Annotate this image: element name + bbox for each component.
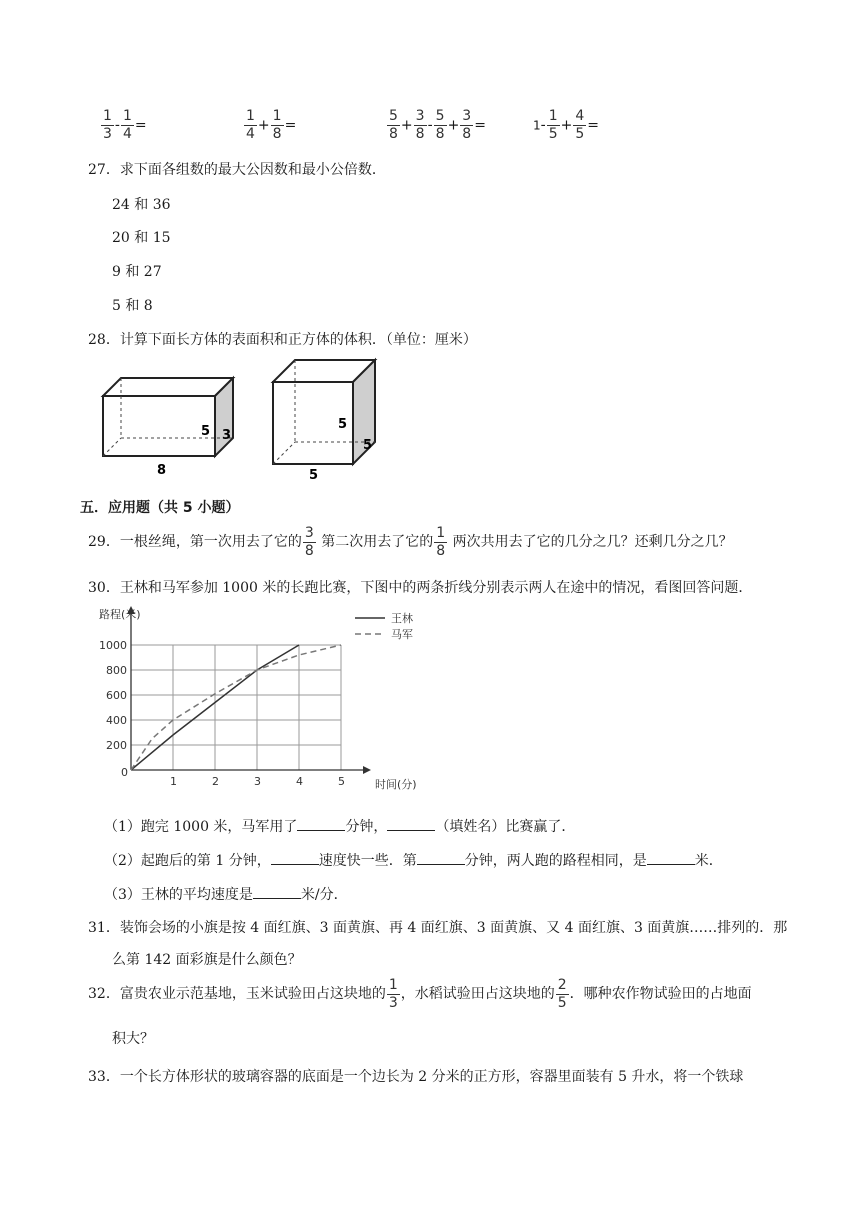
fraction	[121, 108, 134, 143]
x-axis-label: 时间(分)	[375, 778, 417, 791]
chart-axes	[127, 606, 371, 774]
numerator: 1	[122, 108, 132, 124]
q32-text: ．哪种农作物试验田的占地面	[569, 986, 752, 1002]
fraction	[387, 977, 400, 1012]
denominator: 3	[388, 994, 398, 1011]
cube-figure	[265, 352, 390, 482]
numerator: 3	[415, 108, 425, 124]
q30-sub2-text: 分钟，两人跑的路程相同，是	[464, 853, 647, 869]
numerator: 4	[575, 108, 585, 124]
distance-time-chart	[85, 604, 450, 804]
numerator: 3	[462, 108, 472, 124]
cube-front-label: 5	[309, 468, 319, 482]
operator: +	[560, 117, 573, 134]
answer-blank[interactable]	[271, 850, 319, 865]
denominator: 3	[103, 126, 112, 142]
x-tick-label: 2	[212, 775, 219, 788]
denominator: 8	[389, 126, 398, 142]
cuboid-length-label: 8	[157, 463, 167, 476]
numerator: 1	[103, 108, 112, 124]
denominator: 8	[436, 542, 446, 559]
arith-1	[100, 108, 147, 143]
numerator: 1	[388, 976, 398, 993]
q30-sub1-text: （填姓名）比赛赢了．	[435, 819, 576, 835]
numerator: 5	[389, 108, 398, 124]
q30-title: 30．王林和马军参加 1000 米的长跑比赛，下图中的两条折线分别表示两人在途中的情况，看图回答问题．	[88, 580, 753, 596]
numerator: 1	[436, 524, 446, 541]
answer-blank[interactable]	[417, 850, 465, 865]
answer-blank[interactable]	[647, 850, 695, 865]
q30-sub3-text: （3）王林的平均速度是	[104, 887, 253, 903]
q27-item: 5 和 8	[112, 298, 153, 314]
operator: -	[540, 117, 546, 134]
fraction	[414, 108, 427, 143]
hidden-edge	[103, 438, 121, 456]
q29-text: 29．一根丝绳，第一次用去了它的	[88, 534, 302, 550]
equals-sign: =	[587, 117, 600, 134]
q30-sub2-text: 米．	[694, 853, 723, 869]
numerator: 1	[272, 108, 282, 124]
whole-number: 1	[533, 118, 541, 133]
q30-sub3-text: 米/分．	[300, 887, 348, 903]
q32-line2: 积大？	[112, 1031, 154, 1047]
q29-text: 第二次用去了它的	[321, 534, 434, 550]
q32-text: ，水稻试验田占这块地的	[400, 986, 555, 1002]
numerator: 5	[435, 108, 445, 124]
q30-sub1	[104, 816, 575, 837]
fraction	[556, 977, 569, 1012]
y-tick-label: 800	[106, 664, 127, 677]
q30-sub2	[104, 850, 723, 871]
y-axis-label: 路程(米)	[99, 608, 141, 621]
cuboid-height-label: 5	[201, 424, 211, 439]
origin-label: 0	[121, 766, 128, 779]
denominator: 8	[435, 126, 445, 142]
denominator: 4	[246, 126, 255, 142]
fraction	[387, 108, 400, 143]
equals-sign: =	[474, 117, 486, 134]
arith-4	[533, 108, 599, 143]
cuboid-top-face	[103, 378, 233, 396]
y-tick-label: 1000	[99, 639, 127, 652]
equals-sign: =	[284, 117, 297, 134]
cuboid-front-face	[103, 396, 215, 456]
q27-item: 9 和 27	[112, 264, 162, 280]
arith-3	[386, 108, 486, 143]
legend-label: 王林	[391, 612, 413, 625]
cuboid-side-face	[215, 378, 233, 456]
q30-sub2-text: （2）起跑后的第 1 分钟，	[104, 853, 271, 869]
x-tick-label: 3	[254, 775, 261, 788]
q30-sub1-text: （1）跑完 1000 米，马军用了	[104, 819, 298, 835]
y-tick-label: 200	[106, 739, 127, 752]
q31-line1: 31．装饰会场的小旗是按 4 面红旗、3 面黄旗、再 4 面红旗、3 面黄旗、又 4 面红旗、3 面黄旗……排列的．那	[88, 920, 788, 936]
equals-sign: =	[134, 117, 147, 134]
section-heading: 五．应用题（共 5 小题）	[80, 500, 240, 516]
q32	[88, 976, 752, 1012]
hidden-edge	[273, 442, 295, 464]
q30-sub1-text: 分钟，	[345, 819, 388, 835]
chart-grid	[131, 645, 341, 770]
y-tick-label: 400	[106, 714, 127, 727]
operator: +	[447, 117, 460, 134]
q29-text: 两次共用去了它的几分之几？还剩几分之几？	[452, 534, 733, 550]
answer-blank[interactable]	[297, 816, 345, 831]
numerator: 1	[548, 108, 558, 124]
q30-sub3	[104, 884, 348, 905]
denominator: 8	[272, 126, 282, 142]
fraction	[244, 108, 257, 143]
denominator: 5	[557, 994, 567, 1011]
x-tick-label: 5	[338, 775, 345, 788]
chart-legend	[355, 611, 413, 641]
x-axis-arrow	[363, 766, 371, 774]
y-tick-label: 600	[106, 689, 127, 702]
fraction	[271, 108, 284, 143]
answer-blank[interactable]	[387, 816, 435, 831]
fraction	[101, 108, 114, 143]
x-tick-label: 1	[170, 775, 177, 788]
q27-title: 27．求下面各组数的最大公因数和最小公倍数．	[88, 162, 386, 178]
fraction	[303, 525, 316, 560]
arith-2	[243, 108, 296, 143]
denominator: 8	[415, 126, 425, 142]
q30-sub2-text: 速度快一些．第	[318, 853, 417, 869]
numerator: 2	[557, 976, 567, 993]
q27-item: 20 和 15	[112, 230, 171, 246]
cube-side-label: 5	[363, 438, 373, 453]
operator: -	[427, 117, 433, 134]
denominator: 8	[304, 542, 314, 559]
operator: +	[400, 117, 413, 134]
operator: +	[257, 117, 270, 134]
denominator: 4	[122, 126, 132, 142]
fraction	[573, 108, 586, 143]
cuboid-figure	[95, 370, 245, 476]
fraction	[460, 108, 473, 143]
fraction	[547, 108, 560, 143]
numerator: 3	[304, 524, 314, 541]
q28-title: 28．计算下面长方体的表面积和正方体的体积．（单位：厘米）	[88, 332, 477, 348]
numerator: 1	[246, 108, 255, 124]
legend-label: 马军	[391, 628, 413, 641]
operator: -	[114, 117, 120, 134]
q27-item: 24 和 36	[112, 197, 171, 213]
denominator: 5	[575, 126, 585, 142]
denominator: 5	[548, 126, 558, 142]
x-tick-label: 4	[296, 775, 303, 788]
q31-line2: 么第 142 面彩旗是什么颜色？	[112, 952, 302, 968]
cube-height-label: 5	[338, 417, 348, 432]
chart-series	[131, 645, 341, 770]
fraction	[434, 525, 447, 560]
cuboid-width-label: 3	[222, 428, 232, 443]
fraction	[434, 108, 447, 143]
q33-line1: 33．一个长方体形状的玻璃容器的底面是一个边长为 2 分米的正方形，容器里面装有 5 升水，将一个铁球	[88, 1069, 744, 1085]
q29	[88, 524, 733, 560]
answer-blank[interactable]	[253, 884, 301, 899]
series-line-majun	[131, 645, 341, 770]
denominator: 8	[462, 126, 472, 142]
q32-text: 32．富贵农业示范基地，玉米试验田占这块地的	[88, 986, 386, 1002]
